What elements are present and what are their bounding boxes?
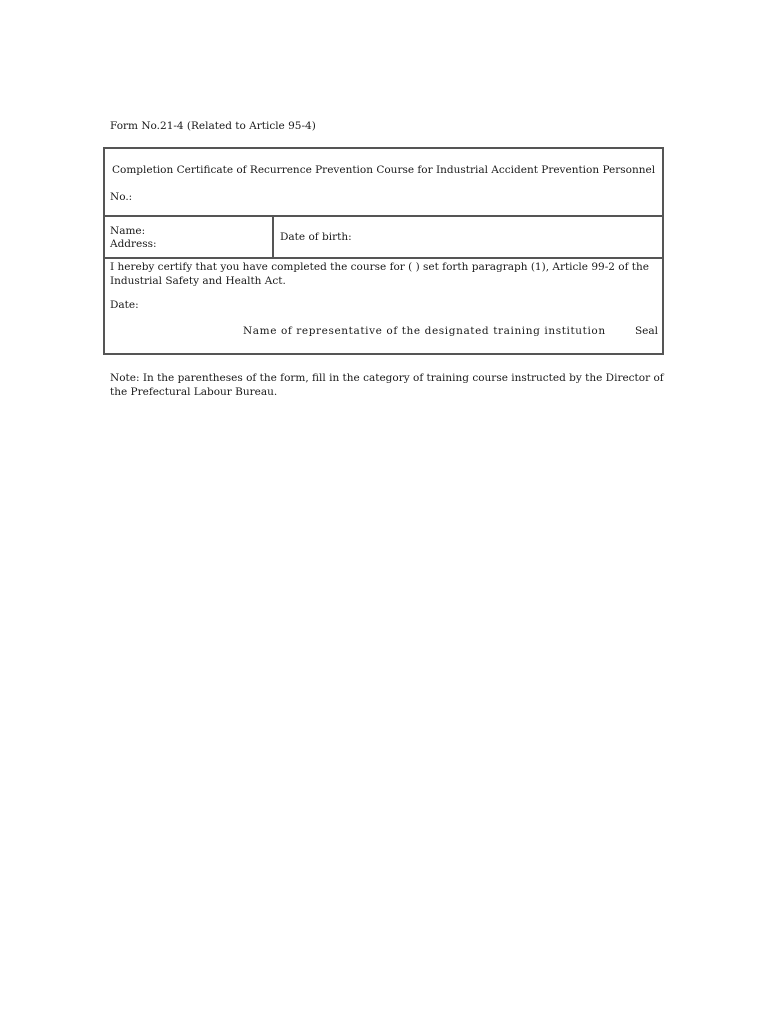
- name-label: Name:: [110, 225, 146, 237]
- name-address-cell: [105, 217, 274, 257]
- date-of-birth-label: Date of birth:: [280, 231, 352, 243]
- form-number-heading: Form No.21-4 (Related to Article 95-4): [110, 120, 316, 132]
- certification-body-row: [105, 259, 662, 355]
- seal-label: Seal: [634, 325, 658, 337]
- certificate-number-label: No.:: [110, 191, 133, 203]
- representative-label: Name of representative of the designated training institution: [243, 325, 606, 337]
- address-label: Address:: [110, 238, 157, 250]
- personal-info-row: [105, 217, 662, 259]
- certificate-header-row: [105, 149, 662, 217]
- date-label: Date:: [110, 299, 139, 311]
- form-note: Note: In the parentheses of the form, fill in the category of training course instructed by the Director of the Prefectural Labour Bureau.: [110, 372, 664, 398]
- certificate-title: Completion Certificate of Recurrence Prevention Course for Industrial Accident Prevention Personnel: [112, 164, 656, 176]
- certificate-form-box: [103, 147, 664, 355]
- certification-statement: I hereby certify that you have completed the course for ( ) set forth paragraph (1), Article 99-2 of the Industrial Safety and Health Act.: [110, 261, 650, 287]
